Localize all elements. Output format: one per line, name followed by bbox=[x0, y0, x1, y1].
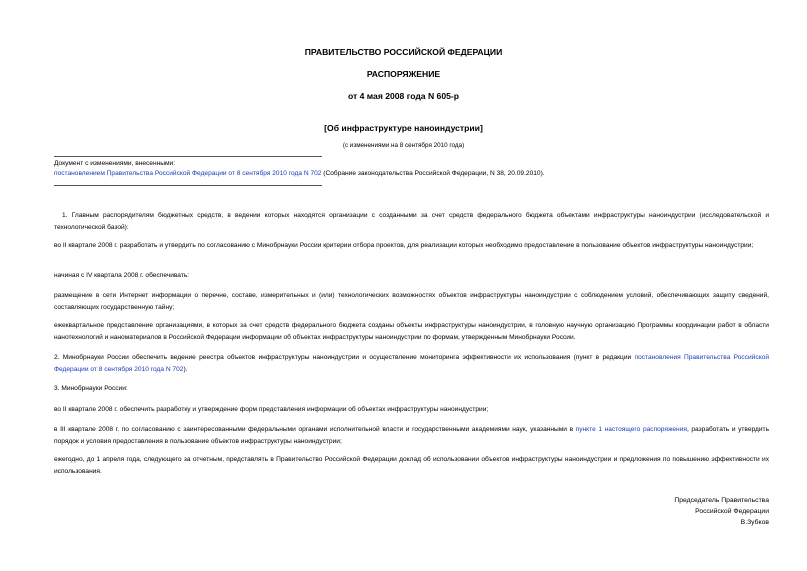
amendments-label: Документ с изменениями, внесенными: bbox=[54, 160, 176, 167]
paragraph-9: в III квартале 2008 г. по согласованию с заинтересованными федеральными органами исполнительной власти и государственными академиями наук, указанными в пункте 1 настоящего распоряжения, разработать и утвердить порядок и условия предоставления в пользование объектов инфраструктуры наноиндустрии; bbox=[54, 426, 770, 445]
signature-name: В.Зубков bbox=[740, 519, 769, 526]
signature-position: Председатель Правительства bbox=[674, 497, 769, 504]
paragraph-9-link[interactable]: пункте 1 настоящего распоряжения bbox=[575, 426, 687, 433]
paragraph-1: 1. Главным распорядителям бюджетных средств, в ведении которых находятся организации с созданными за счет средств федерального бюджета объектами инфраструктуры наноиндустрии (исследовательской и технологической базой): bbox=[54, 212, 769, 231]
paragraph-6: 2. Минобрнауки России обеспечить ведение реестра объектов инфраструктуры наноиндустрии и осуществление мониторинга эффективности их использования (пункт в редакции постановления Правительства Российской Федерации от 8 сентября 2010 года N 702). bbox=[54, 354, 770, 373]
paragraph-3: начиная с IV квартала 2008 г. обеспечивать: bbox=[54, 272, 190, 279]
paragraph-4: размещение в сети Интернет информации о перечне, составе, измерительных и (или) технологических возможностях объектов инфраструктуры наноиндустрии с соблюдением условий, обеспечивающих защиту сведений, составляющих государственную тайну; bbox=[54, 292, 769, 311]
amendments-line bbox=[54, 170, 545, 177]
paragraph-6-link[interactable]: постановления Правительства Российской Федерации от 8 сентября 2010 года N 702 bbox=[54, 354, 770, 373]
document-type: РАСПОРЯЖЕНИЕ bbox=[366, 69, 441, 79]
paragraph-5: ежеквартальное представление организациями, в которых за счет средств федерального бюджета созданы объекты инфраструктуры наноиндустрии, в головную научную организацию Программы координации работ в области нанотехнологий и наноматериалов в Российской Федерации информации об объектах инфраструктуры наноиндустрии по формам, утвержденным Минобрнауки России. bbox=[54, 322, 769, 341]
paragraph-10: ежегодно, до 1 апреля года, следующего за отчетным, представлять в Правительство Российской Федерации доклад об использовании объектов инфраструктуры наноиндустрии и предложения по повышению эффективности их использования. bbox=[54, 456, 769, 475]
date-number: от 4 мая 2008 года N 605-р bbox=[348, 91, 459, 101]
amendment-source: (Собрание законодательства Российской Федерации, N 38, 20.09.2010). bbox=[321, 170, 545, 177]
paragraph-8: во II квартале 2008 г. обеспечить разработку и утверждение форм представления информации об объектах инфраструктуры наноиндустрии; bbox=[54, 406, 489, 413]
paragraph-7: 3. Минобрнауки России: bbox=[54, 385, 128, 392]
divider-bottom bbox=[54, 185, 322, 186]
amendment-link[interactable]: постановлением Правительства Российской Федерации от 8 сентября 2010 года N 702 bbox=[54, 170, 322, 177]
paragraph-2: во II квартале 2008 г. разработать и утвердить по согласованию с Минобрнауки России критерии отбора проектов, для реализации которых необходимо предоставление в пользование объектов инфраструктуры наноиндустрии; bbox=[54, 242, 754, 249]
document-title: [Об инфраструктуре наноиндустрии] bbox=[324, 123, 483, 133]
signature-country: Российской Федерации bbox=[695, 508, 769, 515]
changes-note: (с изменениями на 8 сентября 2010 года) bbox=[342, 142, 465, 149]
government-heading: ПРАВИТЕЛЬСТВО РОССИЙСКОЙ ФЕДЕРАЦИИ bbox=[304, 47, 503, 57]
divider-top bbox=[54, 156, 322, 157]
